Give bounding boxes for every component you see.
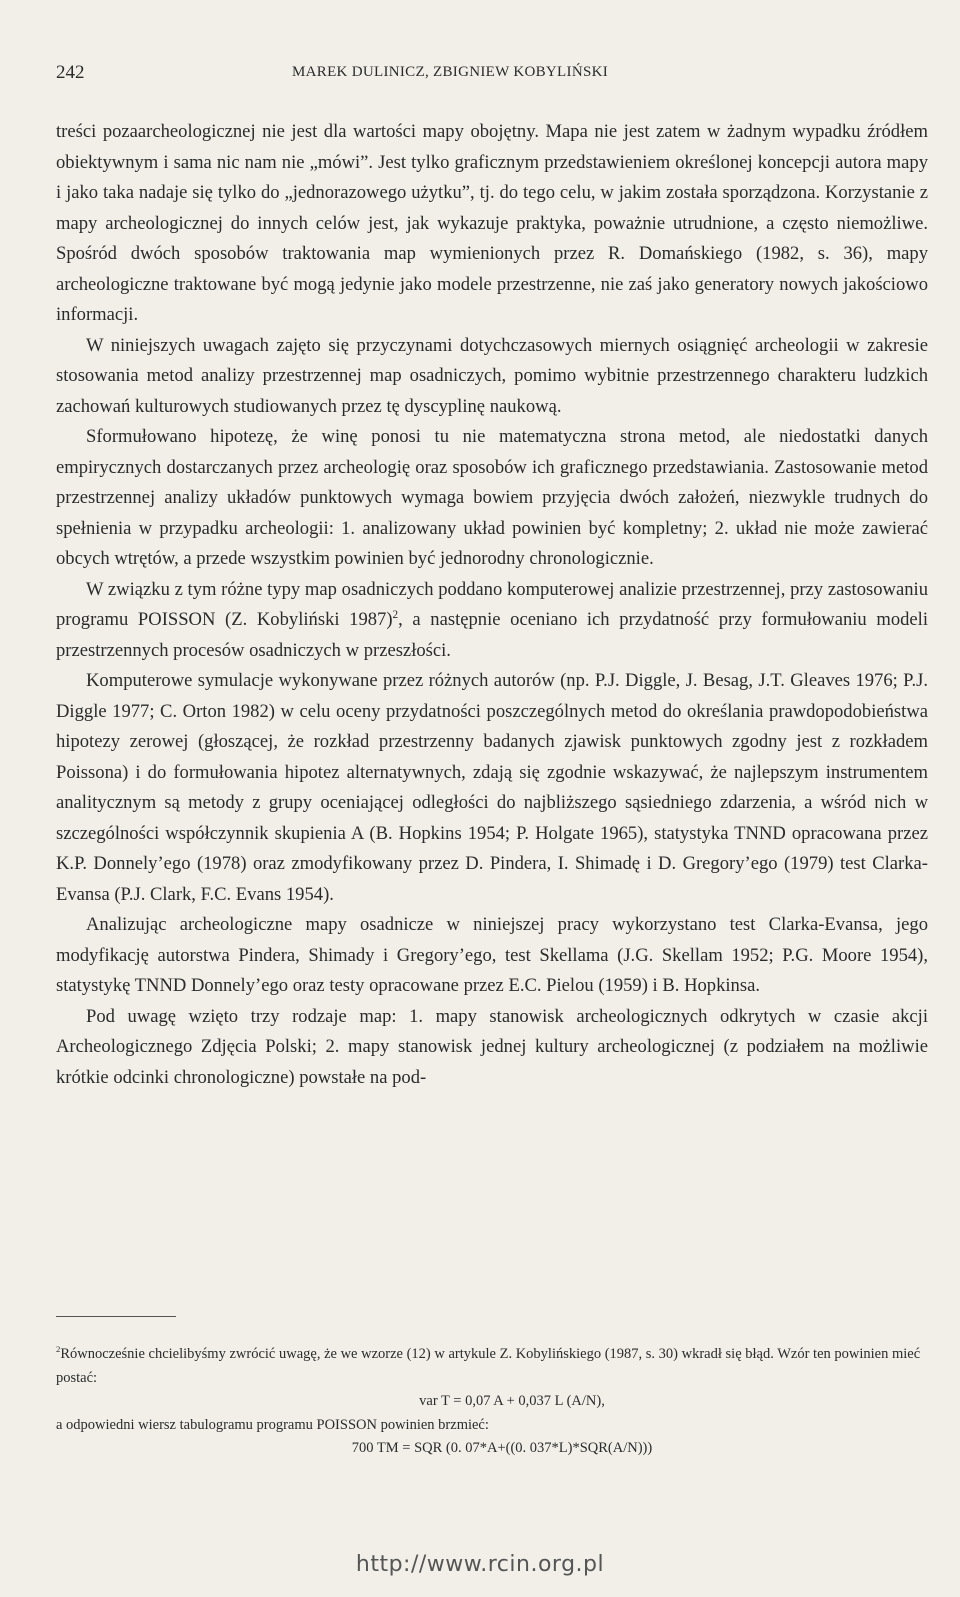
footnote-divider xyxy=(56,1316,176,1317)
paragraph-text: , a następnie oceniano ich przydatność przy formułowaniu modeli przestrzennych procesów osadniczych w przeszłości. xyxy=(56,609,928,661)
footnote xyxy=(56,1343,928,1461)
paragraph: Pod uwagę wzięto trzy rodzaje map: 1. mapy stanowisk archeologicznych odkrytych w czasie akcji Archeologicznego Zdjęcia Polski; 2. mapy stanowisk jednej kultury archeologicznej (z podziałem na możliwie krótkie odcinki chronologiczne) powstałe na pod- xyxy=(56,1005,928,1088)
paragraph xyxy=(56,575,928,667)
page-header xyxy=(56,62,920,86)
footnote-text xyxy=(56,1343,928,1390)
paragraph: Sformułowano hipotezę, że winę ponosi tu nie matematyczna strona metod, ale niedostatki danych empirycznych dostarczanych przez archeologię oraz sposobów ich graficznego przedstawiania. Zastosowanie metod przestrzennej analizy układów punktowych wymaga bowiem przyjęcia dwóch założeń, niezwykle trudnych do spełnienia w przypadku archeologii: 1. analizowany układ powinien być kompletny; 2. układ nie może zawierać obcych wtrętów, a przede wszystkim powinien być jednorodny chronologicznie. xyxy=(56,426,928,569)
footnote-formula: var T = 0,07 A + 0,037 L (A/N), xyxy=(419,1393,605,1409)
paragraph: Komputerowe symulacje wykonywane przez różnych autorów (np. P.J. Diggle, J. Besag, J.T. Gleaves 1976; P.J. Diggle 1977; C. Orton 1982) w celu oceny przydatności poszczególnych metod do określania prawdopodobieństwa hipotezy zerowej (głoszącej, że rozkład przestrzenny badanych zjawisk punktowych zgodny jest z rozkładem Poissona) i do formułowania hipotez alternatywnych, zdają się zgodnie wskazywać, że najlepszym instrumentem analitycznym są metody z grupy oceniającej odległości do najbliższego sąsiedniego zdarzenia, a wśród nich w szczególności współczynnik skupienia A (B. Hopkins 1954; P. Holgate 1965), statystyka TNND opracowana przez K.P. Donnely’ego (1978) oraz zmodyfikowany przez D. Pindera, I. Shimadę i D. Gregory’ego (1979) test Clarka-Evansa (P.J. Clark, F.C. Evans 1954). xyxy=(56,670,928,905)
footnote-reference: 2 xyxy=(392,608,399,621)
paragraph: Analizując archeologiczne mapy osadnicze w niniejszej pracy wykorzystano test Clarka-Evansa, jego modyfikację autorstwa Pindera, Shimady i Gregory’ego, test Skellama (J.G. Skellam 1952; P.G. Moore 1954), statystykę TNND Donnely’ego oraz testy opracowane przez E.C. Pielou (1959) i B. Hopkinsa. xyxy=(56,914,928,996)
footnote-marker: 2 xyxy=(56,1344,61,1355)
paragraph: W niniejszych uwagach zajęto się przyczynami dotychczasowych miernych osiągnięć archeologii w zakresie stosowania metod analizy przestrzennej map osadniczych, pomimo wybitnie przestrzennego charakteru ludzkich zachowań kulturowych studiowanych przez tę dyscyplinę naukową. xyxy=(56,334,928,417)
page-number: 242 xyxy=(56,62,85,83)
paragraph: treści pozaarcheologicznej nie jest dla wartości mapy obojętny. Mapa nie jest zatem w żadnym wypadku źródłem obiektywnym i sama nic nam nie „mówi”. Jest tylko graficznym przedstawieniem określonej koncepcji autora mapy i jako taka nadaje się tylko do „jednorazowego użytku”, tj. do tego celu, w jakim została sporządzona. Korzystanie z mapy archeologicznej do innych celów jest, jak wykazuje praktyka, poważnie utrudnione, a często niemożliwe. Spośród dwóch sposobów traktowania map wymienionych przez R. Domańskiego (1982, s. 36), mapy archeologiczne traktowane być mogą jedynie jako modele przestrzenne, nie zaś jako generatory nowych jakościowo informacji. xyxy=(56,121,928,325)
body-text xyxy=(56,117,928,1093)
footnote-line: a odpowiedni wiersz tabulogramu programu POISSON powinien brzmieć: xyxy=(56,1416,489,1433)
paragraph-text: W związku z tym różne typy map osadniczych poddano komputerowej analizie przestrzennej, przy zastosowaniu programu POISSON (Z. Kobyliński 1987) xyxy=(56,578,928,630)
source-watermark: http://www.rcin.org.pl xyxy=(355,1552,605,1577)
running-head: MAREK DULINICZ, ZBIGNIEW KOBYLIŃSKI xyxy=(292,64,609,80)
footnote-line: Równocześnie chcielibyśmy zwrócić uwagę, że we wzorze (12) w artykule Z. Kobylińskiego (1987, s. 30) wkradł się błąd. Wzór ten powinien mieć postać: xyxy=(56,1346,921,1386)
footnote-formula: 700 TM = SQR (0. 07*A+((0. 037*L)*SQR(A/N))) xyxy=(351,1440,653,1456)
